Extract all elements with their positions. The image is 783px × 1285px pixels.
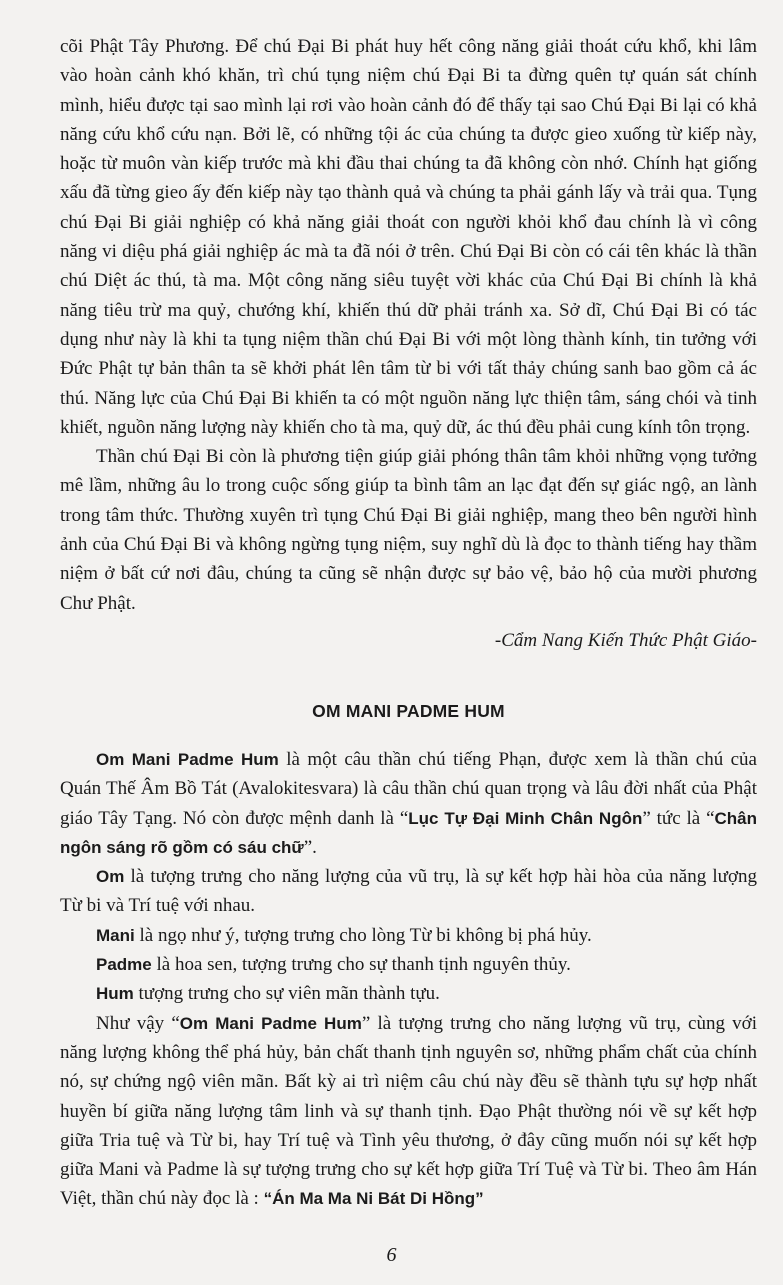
mantra-intro-paragraph <box>60 745 757 862</box>
paragraph-text: là hoa sen, tượng trưng cho sự thanh tịnh nguyên thủy. <box>151 954 571 976</box>
padme-paragraph <box>60 950 757 979</box>
paragraph-text: ” tức là “ <box>642 807 715 829</box>
keyword-luc-tu-dai-minh: Lục Tự Đại Minh Chân Ngôn <box>408 808 643 828</box>
paragraph-text: ” là tượng trưng cho năng lượng vũ trụ, cùng với năng lượng không thể phá hủy, bản chất thanh tịnh nguyên sơ, những phẩm chất của chính nó, sự chứng ngộ viên mãn. Bất kỳ ai trì niệm câu chú này đều sẽ thành tựu sự hợp nhất huyền bí giữa năng lượng tâm linh và sự thanh tịnh. Đạo Phật thường nói về sự kết hợp giữa Tria tuệ và Từ bi, hay Trí tuệ và Tình yêu thương, ở đây cũng muốn nói sự kết hợp giữa Mani và Padme là sự tượng trưng cho sự kết hợp giữa Trí Tuệ và Từ bi. Theo âm Hán Việt, thần chú này đọc là : <box>60 1012 757 1210</box>
keyword-an-ma-ma-ni: “Án Ma Ma Ni Bát Di Hồng” <box>263 1189 484 1209</box>
section-heading: OM MANI PADME HUM <box>312 700 505 721</box>
page-number: 6 <box>386 1244 397 1266</box>
paragraph-text: tượng trưng cho sự viên mãn thành tựu. <box>133 983 440 1005</box>
keyword-om: Om <box>96 867 125 887</box>
intro-paragraph-2: Thần chú Đại Bi còn là phương tiện giúp giải phóng thân tâm khỏi những vọng tưởng mê lầm, những âu lo trong cuộc sống giúp ta bình tâm an lạc đạt đến sự giác ngộ, an lành trong tâm thức. Thường xuyên trì tụng Chú Đại Bi giải nghiệp, mang theo bên người hình ảnh của Chú Đại Bi và không ngừng tụng niệm, suy nghĩ dù là đọc to thành tiếng hay thầm niệm ở bất cứ nơi đâu, chúng ta cũng sẽ nhận được sự bảo vệ, bảo hộ của mười phương Chư Phật. <box>60 446 757 614</box>
keyword-om-mani-padme-hum: Om Mani Padme Hum <box>179 1013 362 1033</box>
keyword-mani: Mani <box>96 925 135 945</box>
hum-paragraph <box>60 979 757 1008</box>
mani-paragraph <box>60 921 757 950</box>
keyword-padme: Padme <box>96 955 152 975</box>
paragraph-text: là ngọ như ý, tượng trưng cho lòng Từ bi không bị phá hủy. <box>134 924 592 946</box>
keyword-chan-ngon: Chân ngôn sáng rõ gồm có sáu chữ <box>60 808 758 857</box>
intro-paragraph-1: cõi Phật Tây Phương. Để chú Đại Bi phát huy hết công năng giải thoát cứu khổ, khi lâm vào hoàn cảnh khó khăn, trì chú tụng niệm chú Đại Bi ta đừng quên tự quán sát chính mình, hiểu được tại sao mình lại rơi vào hoàn cảnh đó để thấy tại sao Chú Đại Bi lại có khả năng cứu khổ cứu nạn. Bởi lẽ, có những tội ác của chúng ta được gieo xuống từ kiếp này, hoặc từ muôn vàn kiếp trước mà khi đầu thai chúng ta đã không còn nhớ. Chính hạt giống xấu đã từng gieo ấy đến kiếp này tạo thành quả và chúng ta phải gánh lấy và trải qua. Tụng chú Đại Bi giải nghiệp có khả năng giải thoát con người khỏi khổ đau chính là vì công năng vi diệu phá giải nghiệp ác mà ta đã nói ở trên. Chú Đại Bi còn có cái tên khác là thần chú Diệt ác thú, tà ma. Một công năng siêu tuyệt vời khác của Chú Đại Bi chính là khả năng tiêu trừ ma quỷ, chướng khí, khiến thú dữ phải tránh xa. Sở dĩ, Chú Đại Bi có tác dụng như này là khi ta tụng niệm thần chú Đại Bi với một lòng thành kính, tin tưởng với Đức Phật tự bản thân ta sẽ khởi phát lên tâm từ bi với tất thảy chúng sanh bao gồm cả ác thú. Năng lực của Chú Đại Bi khiến ta có một nguồn năng lực thiện tâm, sáng chói và tinh khiết, nguồn năng lượng này khiến cho tà ma, quỷ dữ, ác thú đều phải cung kính tôn trọng. <box>60 36 757 438</box>
paragraph-text: là một câu thần chú tiếng Phạn, được xem là thần chú của Quán Thế Âm Bồ Tát (Avalokitesvara) là câu thần chú quan trọng và lâu đời nhất của Phật giáo Tây Tạng. Nó còn được mệnh danh là “ <box>60 748 757 829</box>
citation: -Cẩm Nang Kiến Thức Phật Giáo- <box>494 629 757 651</box>
paragraph-text: ”. <box>303 836 317 858</box>
keyword-hum: Hum <box>96 984 134 1004</box>
paragraph-text: Như vậy “ <box>96 1012 180 1034</box>
om-paragraph <box>60 862 757 921</box>
keyword-om-mani-padme-hum: Om Mani Padme Hum <box>96 749 279 769</box>
paragraph-text: là tượng trưng cho năng lượng của vũ trụ, là sự kết hợp hài hòa của năng lượng Từ bi và Trí tuệ với nhau. <box>60 866 757 917</box>
conclusion-paragraph <box>60 1009 757 1214</box>
